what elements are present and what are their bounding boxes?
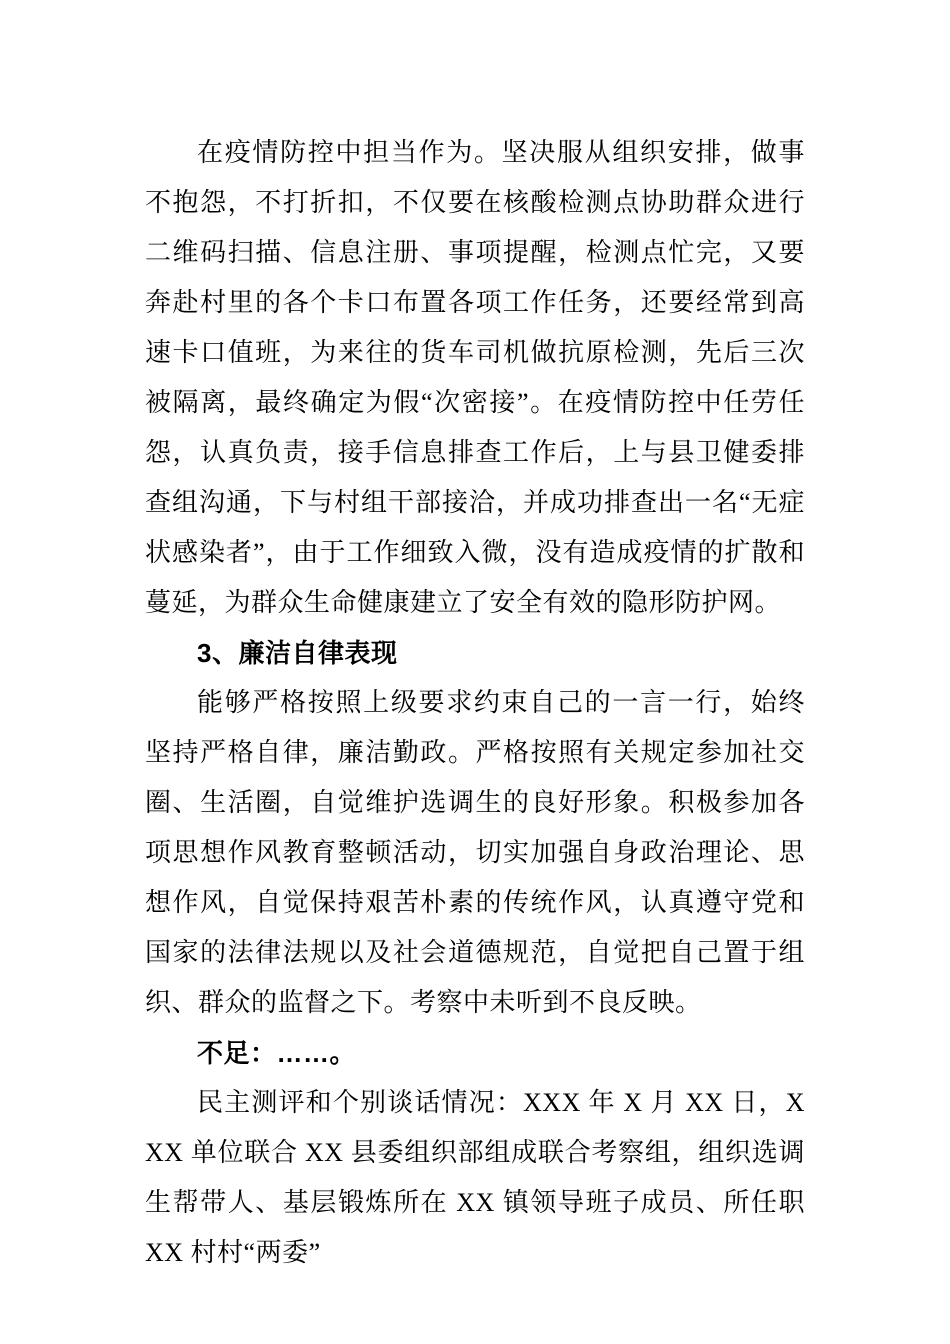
paragraph-self-discipline-details: 能够严格按照上级要求约束自己的一言一行，始终坚持严格自律，廉洁勤政。严格按照有关规定参加社交圈、生活圈，自觉维护选调生的良好形象。积极参加各项思想作风教育整顿活动，切实加强自身政治理论、思想作风，自觉保持艰苦朴素的传统作风，认真遵守党和国家的法律法规以及社会道德规范，自觉把自己置于组织、群众的监督之下。考察中未听到不良反映。 (145, 688, 805, 1017)
heading-integrity-self-discipline: 3、廉洁自律表现 (197, 638, 398, 668)
paragraph-democratic-evaluation: 民主测评和个别谈话情况：XXX 年 X 月 XX 日，XXX 单位联合 XX 县委组织部组成联合考察组，组织选调生帮带人、基层锻炼所在 XX 镇领导班子成员、所任职 XX 村村“两委” (145, 1088, 805, 1267)
paragraph-pandemic-performance: 在疫情防控中担当作为。坚决服从组织安排，做事不抱怨，不打折扣，不仅要在核酸检测点协助群众进行二维码扫描、信息注册、事项提醒，检测点忙完，又要奔赴村里的各个卡口布置各项工作任务，还要经常到高速卡口值班，为来往的货车司机做抗原检测，先后三次被隔离，最终确定为假“次密接”。在疫情防控中任劳任怨，认真负责，接手信息排查工作后，上与县卫健委排查组沟通，下与村组干部接洽，并成功排查出一名“无症状感染者”，由于工作细致入微，没有造成疫情的扩散和蔓延，为群众生命健康建立了安全有效的隐形防护网。 (145, 138, 805, 617)
document-text-block (145, 128, 805, 1278)
heading-deficiency: 不足：……。 (197, 1038, 357, 1068)
